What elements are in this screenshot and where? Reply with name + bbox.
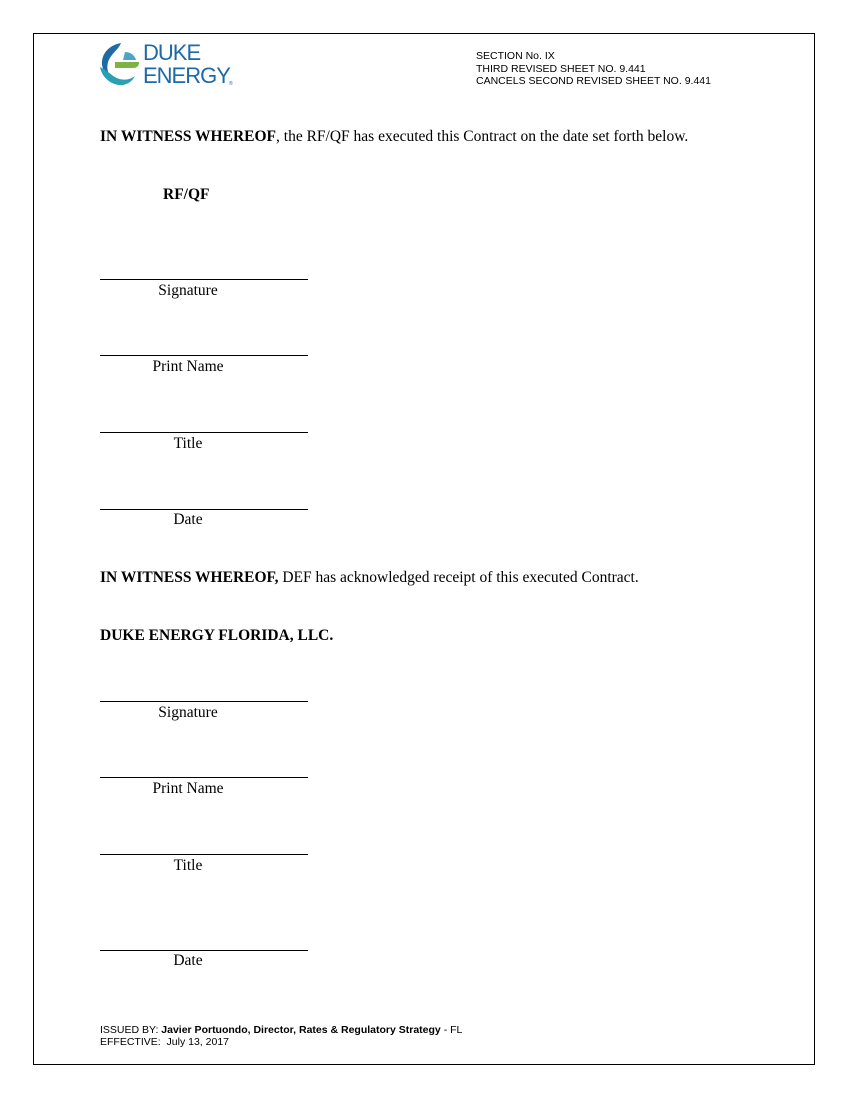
issued-suffix: - FL xyxy=(440,1024,463,1036)
issued-by xyxy=(100,1024,462,1036)
print-name-label: Print Name xyxy=(152,780,224,797)
sheet-number: THIRD REVISED SHEET NO. 9.441 xyxy=(476,62,646,75)
title-label: Title xyxy=(173,857,203,874)
signature-line[interactable] xyxy=(100,279,308,280)
witness-statement-rfqf xyxy=(100,128,688,146)
signature-label: Signature xyxy=(158,704,218,721)
signature-line[interactable] xyxy=(100,701,308,702)
duke-energy-logo-icon xyxy=(95,40,145,90)
title-label: Title xyxy=(173,435,203,452)
issued-by-name: Javier Portuondo, Director, Rates & Regulatory Strategy xyxy=(161,1024,441,1036)
print-name-line[interactable] xyxy=(100,355,308,356)
print-name-label: Print Name xyxy=(152,358,224,375)
signature-label: Signature xyxy=(158,282,218,299)
date-line[interactable] xyxy=(100,509,308,510)
date-label: Date xyxy=(173,952,203,969)
logo-text-duke: DUKE xyxy=(143,40,201,65)
witness-bold: IN WITNESS WHEREOF, xyxy=(100,569,279,586)
date-line[interactable] xyxy=(100,950,308,951)
section-number: SECTION No. IX xyxy=(476,50,555,62)
title-line[interactable] xyxy=(100,432,308,433)
witness-text: , the RF/QF has executed this Contract on the date set forth below. xyxy=(276,128,689,145)
effective-date-value: July 13, 2017 xyxy=(166,1036,229,1048)
logo-registered-mark: ® xyxy=(229,81,233,87)
print-name-line[interactable] xyxy=(100,777,308,778)
effective-date xyxy=(100,1036,462,1048)
date-label: Date xyxy=(173,511,203,528)
sheet-info xyxy=(476,50,711,88)
effective-label: EFFECTIVE: xyxy=(100,1036,161,1048)
party-name-def: DUKE ENERGY FLORIDA, LLC. xyxy=(100,627,334,644)
witness-statement-def xyxy=(100,569,639,587)
witness-text: DEF has acknowledged receipt of this executed Contract. xyxy=(278,569,639,586)
page-border xyxy=(33,33,815,1065)
title-line[interactable] xyxy=(100,854,308,855)
party-name-rfqf: RF/QF xyxy=(163,186,210,203)
logo-text-energy: ENERGY xyxy=(143,63,230,88)
cancels-sheet: CANCELS SECOND REVISED SHEET NO. 9.441 xyxy=(476,75,711,87)
footer xyxy=(100,1024,462,1048)
issued-label: ISSUED BY: xyxy=(100,1024,159,1036)
witness-bold: IN WITNESS WHEREOF xyxy=(100,128,277,145)
